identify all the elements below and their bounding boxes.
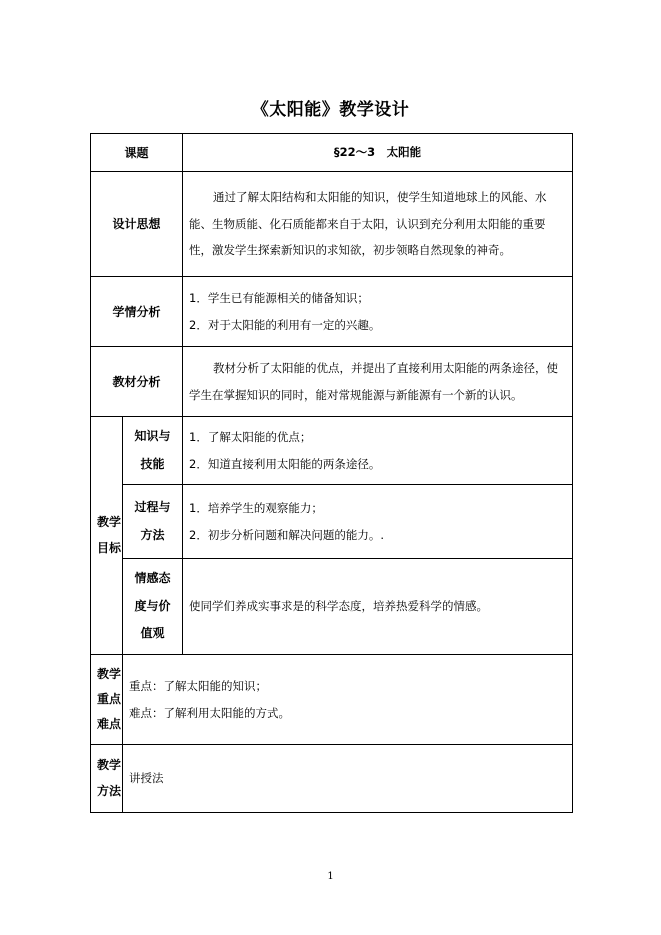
- goals-label: 教学 目标: [91, 417, 123, 655]
- method-label: 教学 方法: [91, 745, 123, 813]
- goals-knowledge-row: [91, 417, 573, 485]
- topic-label: 课题: [91, 134, 183, 172]
- knowledge-line-2: 2．知道直接利用太阳能的两条途径。: [189, 456, 381, 471]
- page-number: 1: [327, 871, 334, 882]
- method-text: 讲授法: [129, 771, 164, 786]
- topic-row: [91, 134, 573, 172]
- lesson-plan-table: [90, 133, 573, 813]
- topic-value: §22～3 太阳能: [183, 134, 573, 172]
- process-label: 过程与 方法: [123, 485, 183, 559]
- method-row: [91, 745, 573, 813]
- design-row: [91, 172, 573, 277]
- process-line-2: 2．初步分析问题和解决问题的能力。.: [189, 527, 384, 542]
- keypoints-label: 教学 重点 难点: [91, 655, 123, 745]
- goals-process-row: [91, 485, 573, 559]
- keypoints-row: [91, 655, 573, 745]
- students-row: [91, 277, 573, 347]
- goals-emotion-row: [91, 559, 573, 655]
- design-label: 设计思想: [91, 172, 183, 277]
- textbook-row: [91, 347, 573, 417]
- design-text: 通过了解太阳结构和太阳能的知识，使学生知道地球上的风能、水能、生物质能、化石质能都来自于太阳，认识到充分利用太阳能的重要性，激发学生探索新知识的求知欲，初步领略自然现象的神奇。: [189, 190, 547, 258]
- students-line-2: 2．对于太阳能的利用有一定的兴趣。: [189, 317, 381, 332]
- students-label: 学情分析: [91, 277, 183, 347]
- students-line-1: 1．学生已有能源相关的储备知识；: [189, 291, 369, 306]
- emotion-label: 情感态 度与价 值观: [123, 559, 183, 655]
- textbook-label: 教材分析: [91, 347, 183, 417]
- knowledge-line-1: 1．了解太阳能的优点；: [189, 430, 312, 445]
- textbook-text: 教材分析了太阳能的优点，并提出了直接利用太阳能的两条途径，使学生在掌握知识的同时，能对常规能源与新能源有一个新的认识。: [189, 361, 559, 402]
- process-line-1: 1．培养学生的观察能力；: [189, 501, 323, 516]
- document-title: 《太阳能》教学设计: [251, 100, 410, 120]
- emotion-text: 使同学们养成实事求是的科学态度，培养热爱科学的情感。: [189, 599, 489, 614]
- knowledge-label: 知识与 技能: [123, 417, 183, 485]
- keypoint-line-1: 重点：了解太阳能的知识；: [129, 679, 267, 694]
- keypoint-line-2: 难点：了解利用太阳能的方式。: [129, 705, 290, 720]
